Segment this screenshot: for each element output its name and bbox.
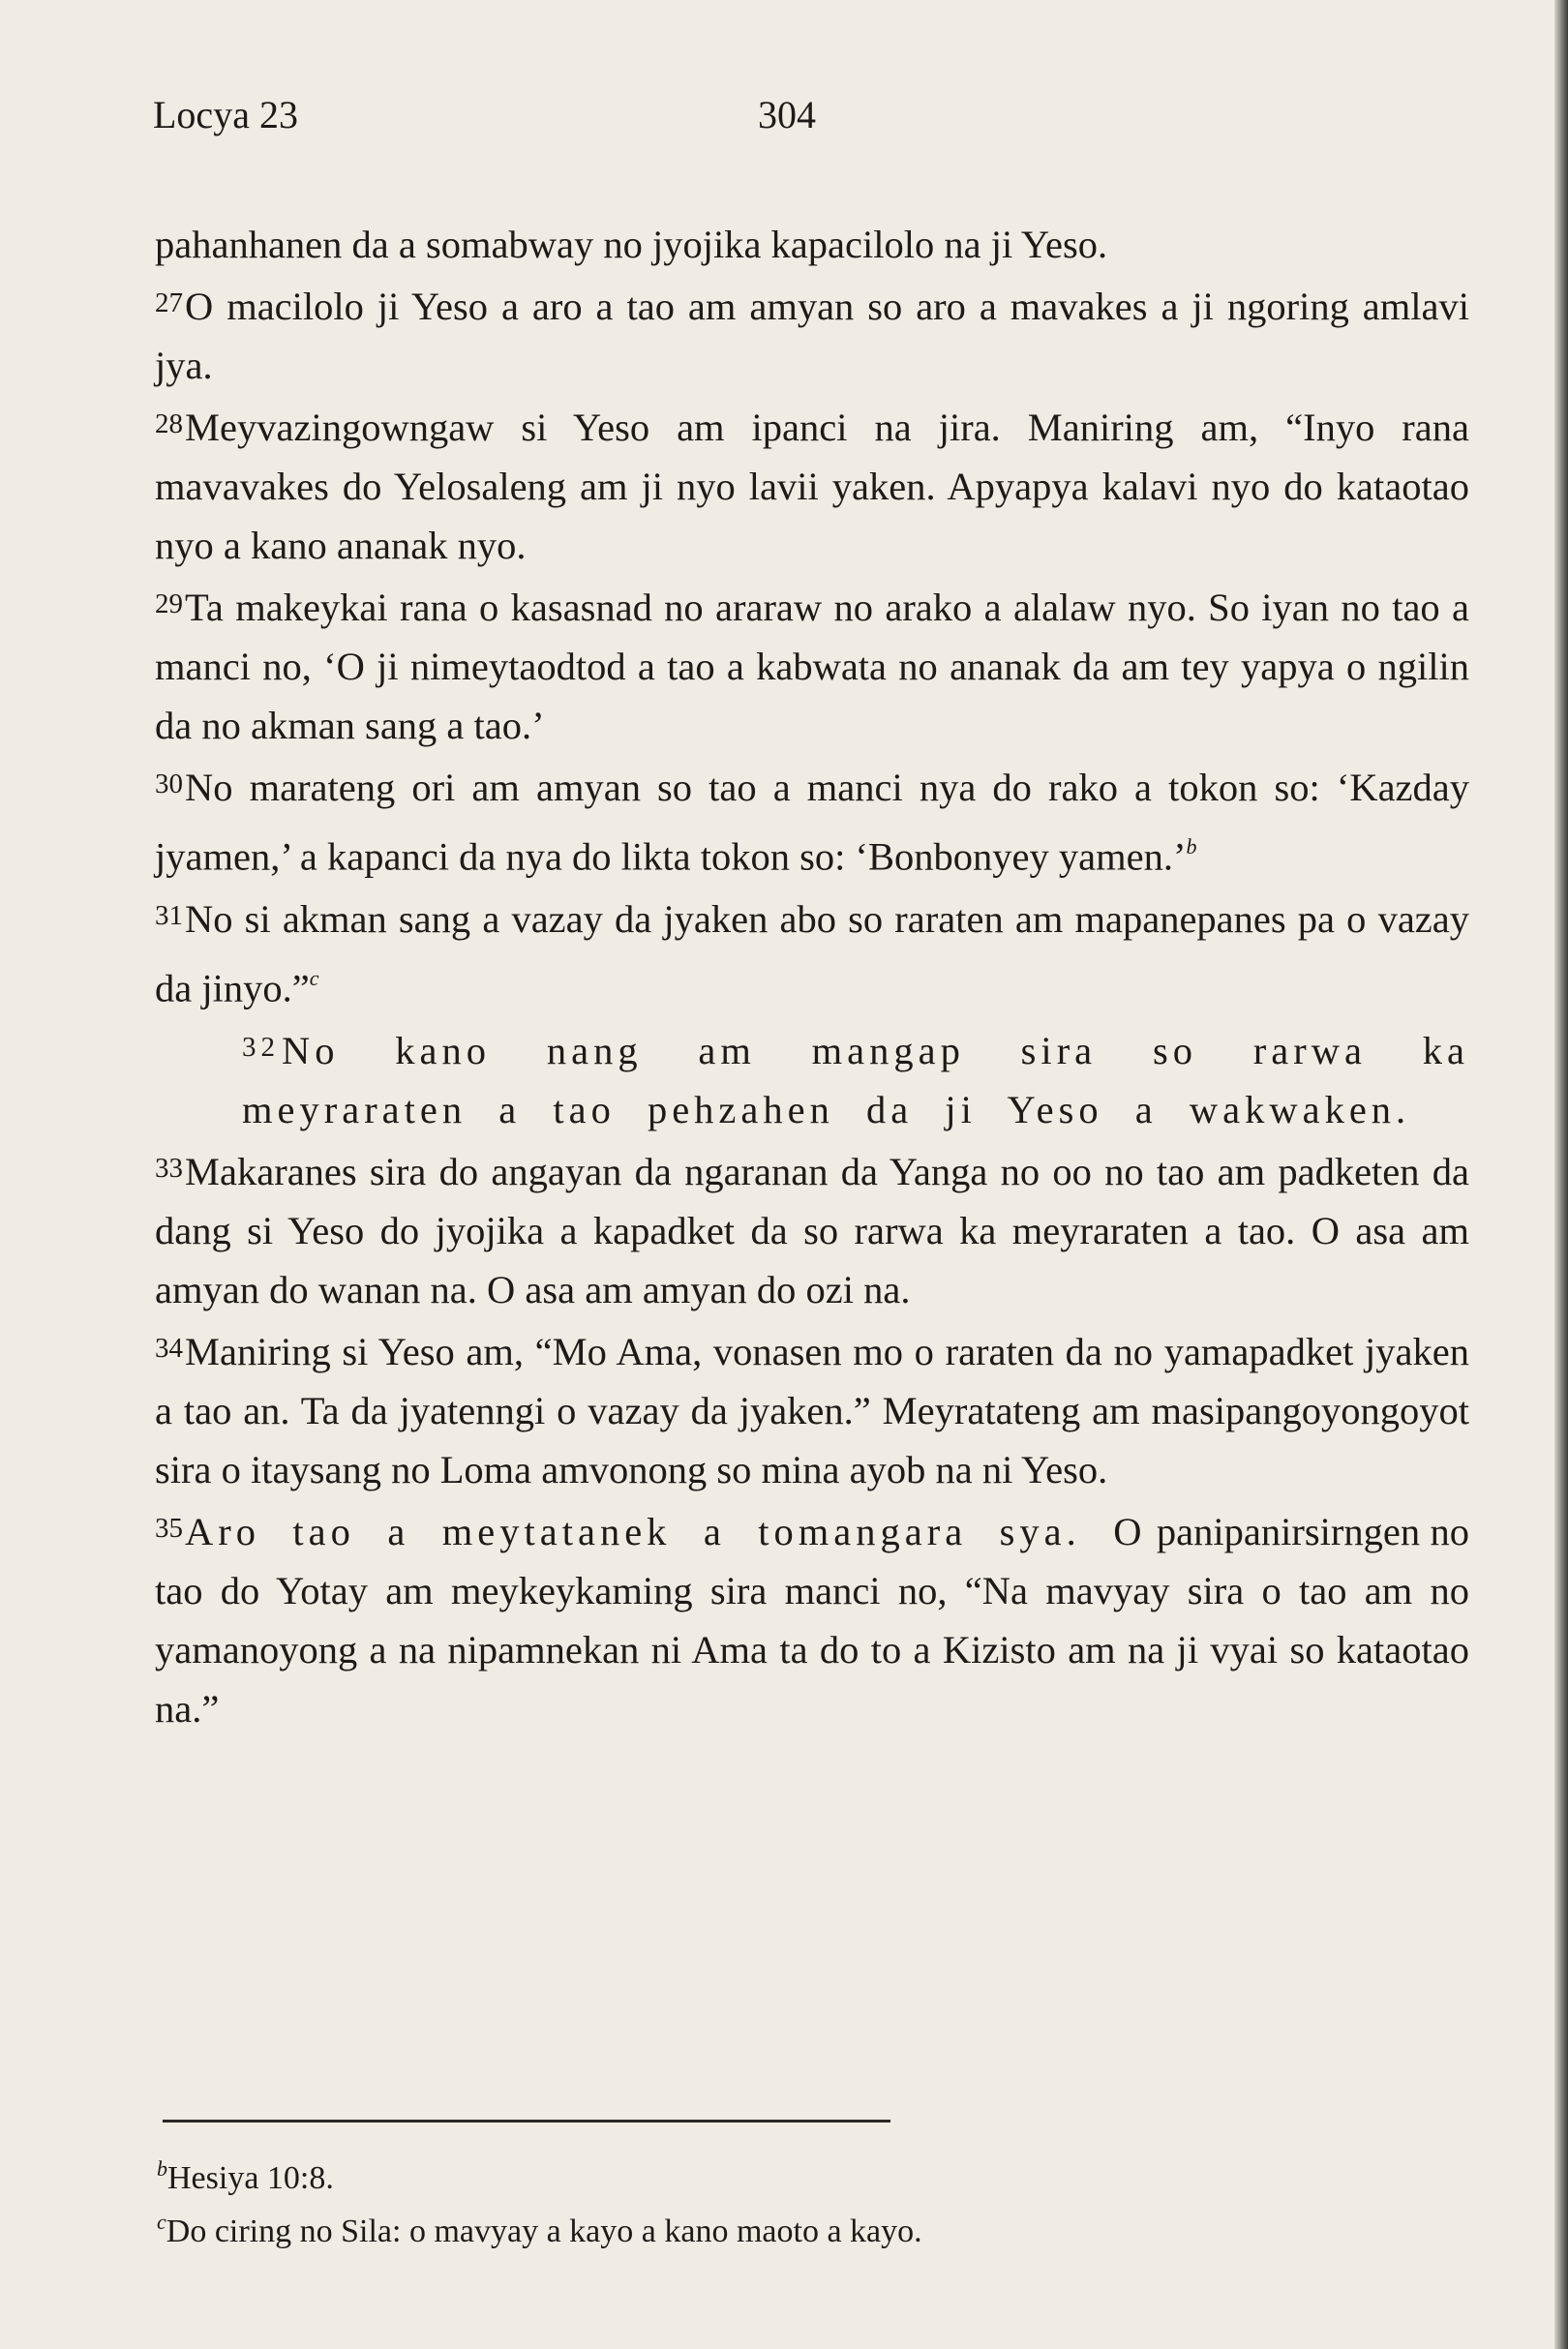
verse-30: $^{30}$No marateng ori am amyan so tao a manci nya do rako a tokon so: ‘Kazday jyamen,’ a kapanci da nya do likta tokon so: ‘Bonbonyey yamen.’$^b$	[155, 766, 1469, 879]
verse-33: $^{33}$Makaranes sira do angayan da ngaranan da Yanga no oo no tao am padketen da dang si Yeso do jyojika a kapadket da so rarwa ka meyraraten a tao. O asa am amyan do wanan na. O asa am amyan do ozi na.	[155, 1149, 1469, 1311]
verse-35-first-line: Aro tao a meytatanek a tomangara sya. O	[185, 1509, 1147, 1553]
verse-35: $^{35}$Aro tao a meytatanek a tomangara sya. O panipanirsirngen no tao do Yotay am meykeykaming sira manci no, “Na mavyay sira o tao am no yamanoyong a na nipamnekan ni Ama ta do to a Kizisto am na ji vyai so kataotao na.”	[155, 1509, 1470, 1731]
verse-number: 27	[155, 287, 183, 318]
verse-number: 34	[155, 1332, 183, 1364]
verse-29: $^{29}$Ta makeykai rana o kasasnad no araraw no arako a alalaw nyo. So iyan no tao a manci no, ‘O ji nimeytaodtod a tao a kabwata no ananak da am tey yapya o ngilin da no akman sang a tao.’	[155, 586, 1469, 748]
verse-number: 28	[155, 408, 183, 440]
verse-number: 33	[155, 1152, 183, 1184]
book-chapter-label: Locya 23	[153, 93, 298, 136]
verse-number: 32	[242, 1031, 280, 1063]
footnote-divider	[163, 2120, 890, 2123]
verse-34: $^{34}$Maniring si Yeso am, “Mo Ama, vonasen mo o raraten da no yamapadket jyaken a tao an. Ta da jyatenngi o vazay da jyaken.” Meyratateng am masipangoyongoyot sira o itaysang no Loma amvonong so mina ayob na ni Yeso.	[155, 1329, 1469, 1491]
verse-number: 31	[155, 899, 183, 931]
verse-28: $^{28}$Meyvazingowngaw si Yeso am ipanci na jira. Maniring am, “Inyo rana mavavakes do Yelosaleng am ji nyo lavii yaken. Apyapya kalavi nyo do kataotao nyo a kano ananak nyo.	[155, 406, 1469, 568]
footnotes	[157, 2147, 1367, 2253]
verse-number: 35	[155, 1512, 183, 1544]
running-header	[153, 92, 1469, 150]
verse-32: $^{32}$No kano nang am mangap sira so rarwa ka meyraraten a tao pehzahen da ji Yeso a wakwaken.	[242, 1028, 1469, 1131]
footnote-ref-b[interactable]: b	[1186, 834, 1197, 859]
footnote-c: $^c$Do ciring no Sila: o mavyay a kayo a kano maoto a kayo.	[157, 2210, 922, 2250]
verse-27: $^{27}$O macilolo ji Yeso a aro a tao am amyan so aro a mavakes a ji ngoring amlavi jya.	[155, 285, 1469, 388]
footnote-ref-c[interactable]: c	[309, 966, 319, 991]
main-text	[155, 215, 1469, 1738]
page-edge-shadow	[1554, 0, 1568, 2349]
verse-31: $^{31}$No si akman sang a vazay da jyaken abo so raraten am mapanepanes pa o vazay da jinyo.”$^c$	[155, 897, 1469, 1010]
verse-continuation: pahanhanen da a somabway no jyojika kapacilolo na ji Yeso.	[155, 223, 1108, 266]
footnote-b: $^b$Hesiya 10:8.	[157, 2156, 334, 2197]
page-number: 304	[758, 93, 816, 136]
verse-number: 30	[155, 768, 183, 800]
verse-number: 29	[155, 588, 183, 620]
